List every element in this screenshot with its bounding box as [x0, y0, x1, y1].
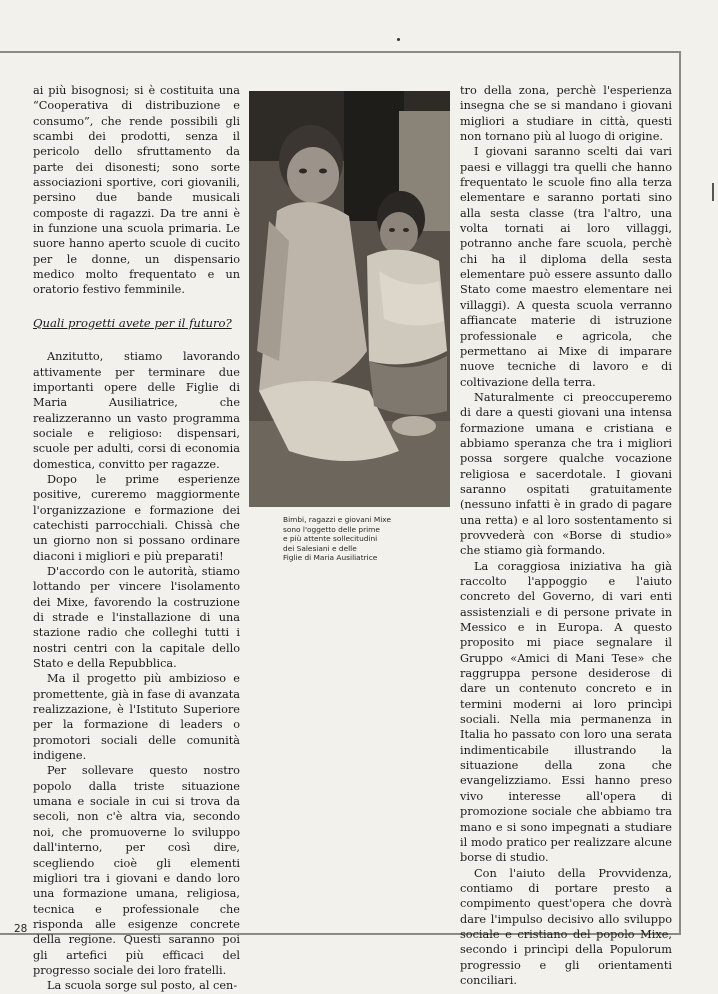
paragraph: Dopo le prime esperienze positive, cureremo maggiormente l'organizzazione e formazione dei catechisti parrocchiali. Chissà che un giorno non si possano ordinare diaconi i migliori e più preparati! [33, 472, 240, 563]
paragraph: Con l'aiuto della Provvidenza, contiamo di portare presto a compimento quest'opera che dovrà dare l'impulso decisivo allo sviluppo sociale e cristiano del popolo Mixe, secondo i princìpi della Populorum progressio e gli orientamenti conciliari. [460, 866, 672, 987]
section-heading: Quali progetti avete per il futuro? [33, 315, 232, 330]
paragraph: I giovani saranno scelti dai vari paesi e villaggi tra quelli che hanno frequentato le scuole fino alla terza elementare e saranno portati sino alla sesta classe (tra l'altro, una volta tornati ai loro villaggi, potranno anche fare scuola, perchè chi ha il diploma della sesta elementare può essere assunto dallo Stato come maestro elementare nei villaggi). A questa scuola verranno affiancate materie di istruzione professionale e agricola, che permettano ai Mixe di imparare nuove tecniche di lavoro e di coltivazione della terra. [460, 145, 672, 389]
article-column-left [33, 83, 240, 994]
paragraph: tro della zona, perchè l'esperienza insegna che se si mandano i giovani migliori a studiare in città, questi non tornano più al luogo di origine. [460, 84, 672, 144]
paragraph: Anzitutto, stiamo lavorando attivamente per terminare due importanti opere delle Figlie di Maria Ausiliatrice, che realizzeranno un vasto programma sociale e religioso: dispensari, scuole per adulti, corsi di economia domestica, convitto per ragazze. [33, 350, 240, 471]
paragraph: La scuola sorge sul posto, al cen- [47, 979, 238, 993]
paragraph: ai più bisognosi; si è costituita una “Cooperativa di distribuzione e consumo”, che rende possibili gli scambi dei prodotti, senza il pericolo dello sfruttamento da parte dei disonesti; sono sorte associazioni sportive, cori giovanili, persino due bande musicali composte di ragazzi. Da tre anni è in funzione una scuola primaria. Le suore hanno aperto scuole di cucito per le donne, un dispensario medico molto frequentato e un oratorio festivo femminile. [33, 84, 240, 297]
scan-dot [397, 38, 400, 41]
photo-illustration [249, 91, 450, 507]
caption-line: Bimbi, ragazzi e giovani Mixe [283, 515, 391, 524]
caption-line: Figlie di Maria Ausiliatrice [283, 553, 378, 563]
article-column-right [460, 83, 672, 988]
caption-line: sono l'oggetto delle prime [283, 524, 380, 534]
paragraph: Per sollevare questo nostro popolo dalla triste situazione umana e sociale in cui si trova da secoli, non c'è altra via, secondo noi, che promuoverne lo sviluppo dall'interno, per così dire, scegliendo cioè gli elementi migliori tra i giovani e dando loro una formazione umana, religiosa, tecnica e professionale che risponda alle esigenze concrete della regione. Questi saranno poi gli artefici più efficaci del progresso sociale dei loro fratelli. [33, 764, 240, 977]
paragraph: Ma il progetto più ambizioso e promettente, già in fase di avanzata realizzazione, è l'Istituto Superiore per la formazione di leaders o promotori sociali delle comunità indigene. [33, 672, 240, 763]
paragraph: D'accordo con le autorità, stiamo lottando per vincere l'isolamento dei Mixe, favorendo la costruzione di strade e l'installazione di una stazione radio che colleghi tutti i nostri centri con la capitale dello Stato e della Repubblica. [33, 564, 240, 671]
paragraph: Naturalmente ci preoccuperemo di dare a questi giovani una intensa formazione umana e cristiana e abbiamo speranza che tra i migliori possa sorgere qualche vocazione religiosa e sacerdotale. I giovani saranno ospitati gratuitamente (nessuno infatti è in grado di pagare una retta) e al loro sostentamento si provvederà con «Borse di studio» che stiamo già formando. [460, 390, 672, 558]
photo-caption [283, 515, 433, 563]
caption-line: dei Salesiani e delle [283, 543, 357, 553]
scan-edge-mark [712, 183, 714, 201]
page-number: 28 [14, 923, 28, 935]
caption-line: e più attente sollecitudini [283, 534, 378, 544]
photo-children-mixe [249, 91, 450, 507]
paragraph: La coraggiosa iniziativa ha già raccolto l'appoggio e l'aiuto concreto del Governo, di vari enti assistenziali e di persone private in Messico e in Europa. A questo proposito mi piace segnalare il Gruppo «Amici di Mani Tese» che raggruppa persone desiderose di dare un contenuto concreto e in termini moderni ai loro princìpi sociali. Nella mia permanenza in Italia ho passato con loro una serata indimenticabile illustrando la situazione della zona che evangelizziamo. Essi hanno preso vivo interesse all'opera di promozione sociale che abbiamo tra mano e si sono impegnati a studiare il modo pratico per realizzare alcune borse di studio. [460, 559, 672, 865]
